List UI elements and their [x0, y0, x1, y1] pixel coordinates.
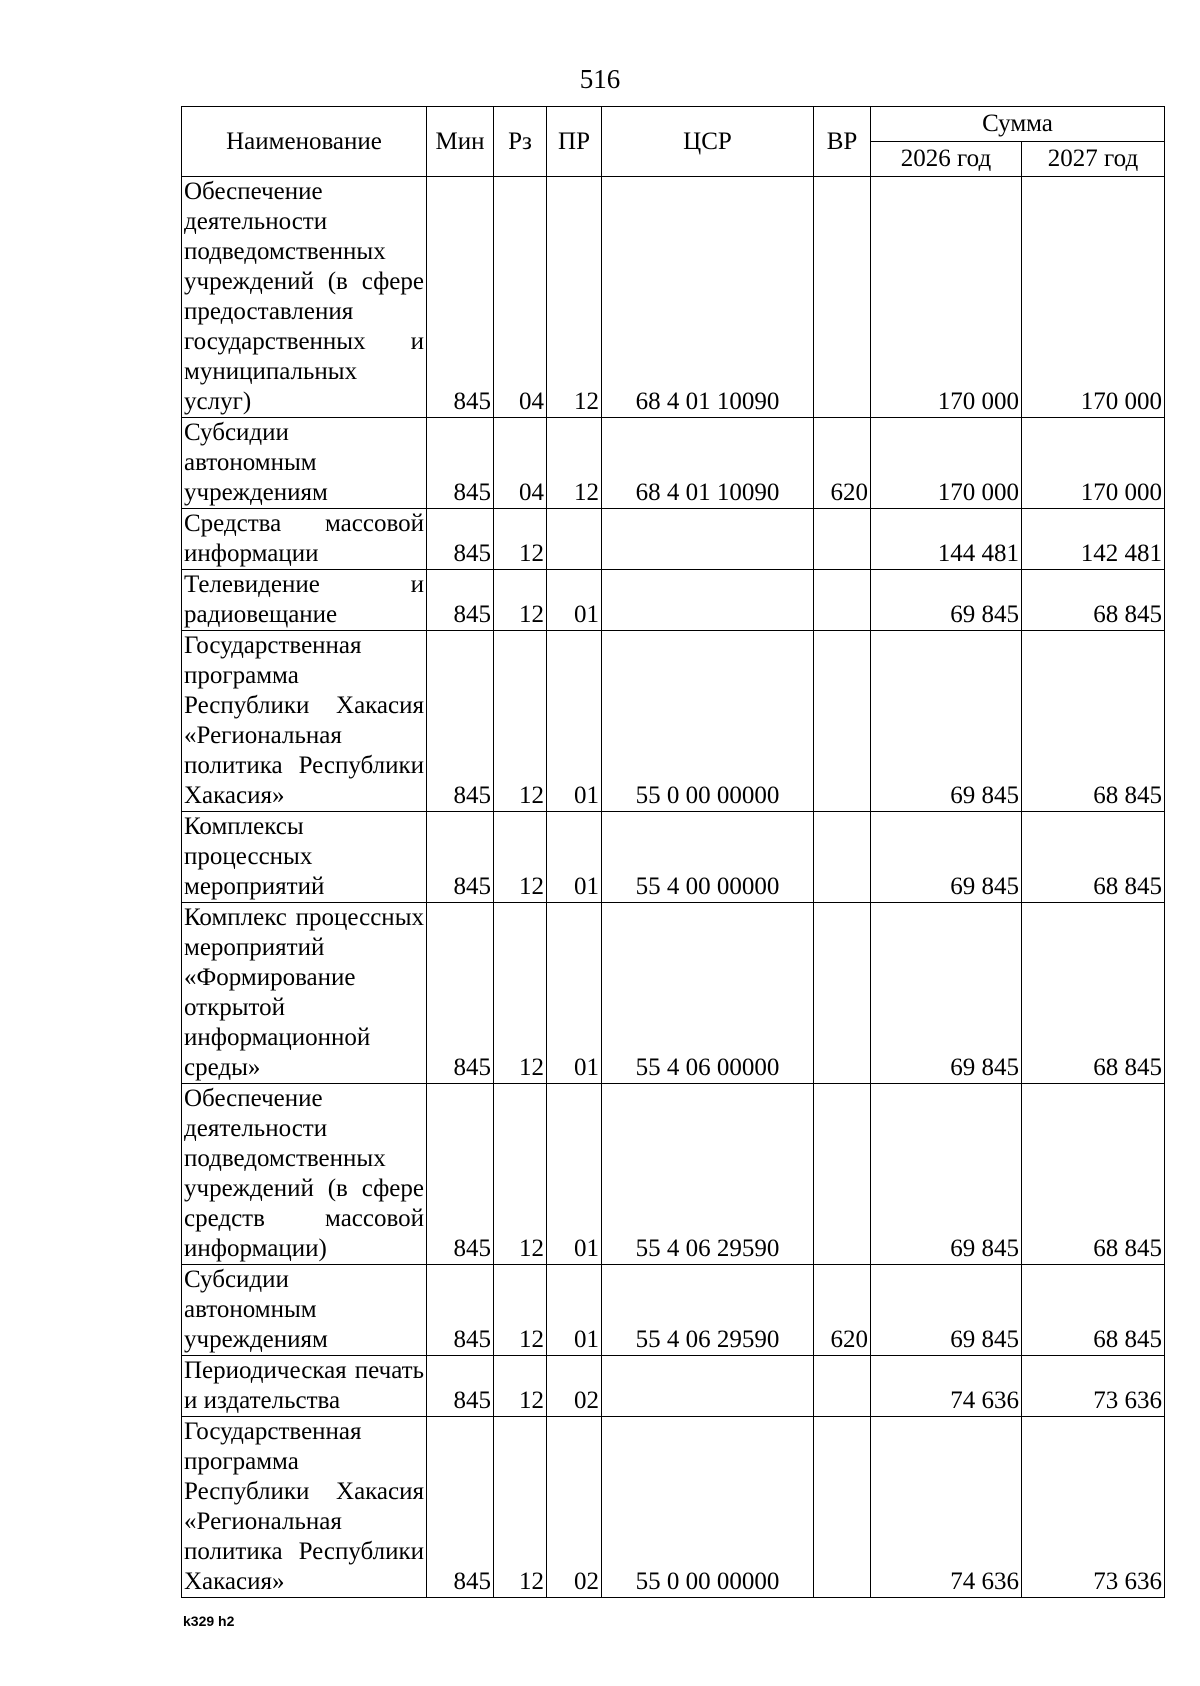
row-vr	[814, 570, 871, 631]
row-csr	[602, 570, 814, 631]
row-pr: 02	[547, 1417, 602, 1598]
row-rz: 12	[494, 1356, 547, 1417]
row-sum-2026: 170 000	[871, 177, 1022, 418]
row-rz: 04	[494, 177, 547, 418]
row-sum-2026: 69 845	[871, 1265, 1022, 1356]
row-sum-2027: 170 000	[1022, 177, 1165, 418]
row-pr: 01	[547, 812, 602, 903]
row-name: Средства массовой информации	[182, 509, 427, 570]
table-row	[182, 812, 1165, 903]
row-min: 845	[427, 570, 494, 631]
row-csr: 55 4 06 29590	[602, 1265, 814, 1356]
row-sum-2026: 69 845	[871, 1084, 1022, 1265]
header-year-2026: 2026 год	[871, 142, 1022, 177]
row-pr: 12	[547, 177, 602, 418]
budget-table	[181, 106, 1165, 1598]
table-row	[182, 509, 1165, 570]
row-name: Периодическая печать и издательства	[182, 1356, 427, 1417]
table-row	[182, 1084, 1165, 1265]
row-rz: 12	[494, 812, 547, 903]
row-min: 845	[427, 1417, 494, 1598]
row-pr: 01	[547, 631, 602, 812]
row-pr: 01	[547, 570, 602, 631]
row-min: 845	[427, 631, 494, 812]
row-rz: 04	[494, 418, 547, 509]
row-min: 845	[427, 1356, 494, 1417]
row-vr	[814, 903, 871, 1084]
header-vr: ВР	[814, 107, 871, 177]
row-min: 845	[427, 812, 494, 903]
table-row	[182, 418, 1165, 509]
row-pr: 01	[547, 1265, 602, 1356]
row-rz: 12	[494, 509, 547, 570]
row-name: Государственная программа Республики Хакасия «Региональная политика Республики Хакасия»	[182, 631, 427, 812]
footer-code: k329 h2	[183, 1613, 235, 1629]
row-csr: 55 4 06 29590	[602, 1084, 814, 1265]
row-sum-2027: 170 000	[1022, 418, 1165, 509]
table-row	[182, 903, 1165, 1084]
row-vr	[814, 812, 871, 903]
table-row	[182, 570, 1165, 631]
table-row	[182, 1265, 1165, 1356]
row-min: 845	[427, 177, 494, 418]
row-sum-2026: 74 636	[871, 1417, 1022, 1598]
row-pr: 01	[547, 903, 602, 1084]
table-row	[182, 177, 1165, 418]
row-min: 845	[427, 1265, 494, 1356]
row-vr: 620	[814, 1265, 871, 1356]
row-sum-2027: 142 481	[1022, 509, 1165, 570]
row-vr	[814, 1417, 871, 1598]
header-sum: Сумма	[871, 107, 1165, 142]
row-sum-2026: 69 845	[871, 812, 1022, 903]
row-sum-2027: 68 845	[1022, 1265, 1165, 1356]
row-csr: 68 4 01 10090	[602, 177, 814, 418]
header-rz: Рз	[494, 107, 547, 177]
header-name: Наименование	[182, 107, 427, 177]
row-min: 845	[427, 903, 494, 1084]
row-sum-2027: 68 845	[1022, 812, 1165, 903]
page-number: 516	[579, 64, 621, 94]
row-rz: 12	[494, 631, 547, 812]
table-row	[182, 1417, 1165, 1598]
row-sum-2027: 73 636	[1022, 1417, 1165, 1598]
row-min: 845	[427, 418, 494, 509]
row-pr: 01	[547, 1084, 602, 1265]
row-name: Обеспечение деятельности подведомственных учреждений (в сфере средств массовой информации)	[182, 1084, 427, 1265]
row-rz: 12	[494, 570, 547, 631]
row-sum-2027: 73 636	[1022, 1356, 1165, 1417]
row-name: Субсидии автономным учреждениям	[182, 1265, 427, 1356]
row-sum-2027: 68 845	[1022, 631, 1165, 812]
row-sum-2027: 68 845	[1022, 570, 1165, 631]
row-csr: 55 0 00 00000	[602, 1417, 814, 1598]
row-sum-2026: 69 845	[871, 903, 1022, 1084]
table-row	[182, 1356, 1165, 1417]
row-vr	[814, 177, 871, 418]
row-csr	[602, 1356, 814, 1417]
row-pr	[547, 509, 602, 570]
row-vr	[814, 509, 871, 570]
header-pr: ПР	[547, 107, 602, 177]
row-name: Комплекс процессных мероприятий «Формирование открытой информационной среды»	[182, 903, 427, 1084]
row-csr: 55 0 00 00000	[602, 631, 814, 812]
row-vr: 620	[814, 418, 871, 509]
row-vr	[814, 1084, 871, 1265]
row-sum-2026: 74 636	[871, 1356, 1022, 1417]
row-name: Комплексы процессных мероприятий	[182, 812, 427, 903]
row-sum-2027: 68 845	[1022, 1084, 1165, 1265]
row-pr: 12	[547, 418, 602, 509]
row-csr: 55 4 00 00000	[602, 812, 814, 903]
row-name: Государственная программа Республики Хакасия «Региональная политика Республики Хакасия»	[182, 1417, 427, 1598]
row-sum-2027: 68 845	[1022, 903, 1165, 1084]
row-vr	[814, 631, 871, 812]
row-rz: 12	[494, 1417, 547, 1598]
row-name: Субсидии автономным учреждениям	[182, 418, 427, 509]
row-min: 845	[427, 509, 494, 570]
header-csr: ЦСР	[602, 107, 814, 177]
row-pr: 02	[547, 1356, 602, 1417]
row-sum-2026: 69 845	[871, 570, 1022, 631]
row-rz: 12	[494, 1084, 547, 1265]
row-min: 845	[427, 1084, 494, 1265]
row-csr	[602, 509, 814, 570]
row-name: Телевидение и радиовещание	[182, 570, 427, 631]
header-year-2027: 2027 год	[1022, 142, 1165, 177]
table-row	[182, 631, 1165, 812]
row-csr: 55 4 06 00000	[602, 903, 814, 1084]
table-body	[182, 177, 1165, 1598]
row-name: Обеспечение деятельности подведомственных учреждений (в сфере предоставления государственных и муниципальных услуг)	[182, 177, 427, 418]
row-rz: 12	[494, 1265, 547, 1356]
row-sum-2026: 170 000	[871, 418, 1022, 509]
row-rz: 12	[494, 903, 547, 1084]
row-sum-2026: 144 481	[871, 509, 1022, 570]
header-min: Мин	[427, 107, 494, 177]
row-csr: 68 4 01 10090	[602, 418, 814, 509]
row-sum-2026: 69 845	[871, 631, 1022, 812]
row-vr	[814, 1356, 871, 1417]
